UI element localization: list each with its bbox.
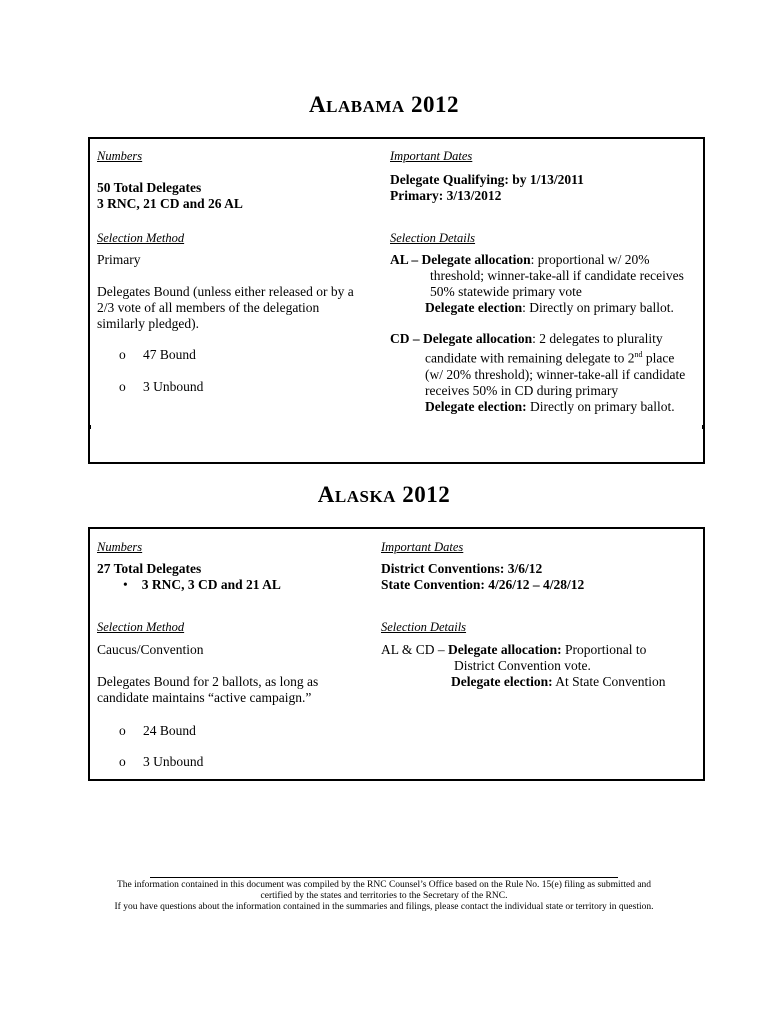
bound-note-line: 2/3 vote of all members of the delegation bbox=[97, 300, 320, 315]
numbers-heading: Numbers bbox=[97, 149, 143, 163]
cd-allocation-line: receives 50% in CD during primary bbox=[425, 382, 619, 398]
list-item: o 47 Bound bbox=[119, 347, 196, 362]
footer-divider bbox=[150, 877, 618, 878]
bound-note-line: similarly pledged). bbox=[97, 316, 199, 331]
important-dates-heading: Important Dates bbox=[381, 540, 464, 554]
alabama-right-column bbox=[390, 148, 700, 415]
circle-bullet-icon: o bbox=[119, 723, 126, 738]
selection-method-heading: Selection Method bbox=[97, 620, 185, 634]
al-allocation-line: threshold; winner-take-all if candidate receives bbox=[430, 268, 684, 283]
list-item: o 3 Unbound bbox=[119, 379, 204, 394]
alcd-election: Delegate election: At State Convention bbox=[451, 674, 666, 689]
selection-details-heading: Selection Details bbox=[381, 620, 467, 634]
date-entry: Delegate Qualifying: by 1/13/2011 bbox=[390, 172, 584, 187]
bound-note-line: candidate maintains “active campaign.” bbox=[97, 690, 312, 705]
footer-line: If you have questions about the information contained in the summaries and filings, please contact the individual state or territory in question. bbox=[114, 902, 654, 912]
alaska-left-column bbox=[97, 539, 377, 706]
total-delegates: 27 Total Delegates bbox=[97, 561, 202, 576]
footer-line: certified by the states and territories to the Secretary of the RNC. bbox=[260, 891, 508, 901]
bound-note-line: Delegates Bound (unless either released or by a bbox=[97, 284, 354, 299]
cd-allocation: CD – Delegate allocation: 2 delegates to plurality bbox=[390, 331, 663, 346]
alcd-allocation: AL & CD – Delegate allocation: Proportional to bbox=[381, 642, 647, 657]
alaska-right-column bbox=[381, 539, 701, 690]
total-delegates: 50 Total Delegates bbox=[97, 180, 202, 195]
circle-bullet-icon: o bbox=[119, 347, 126, 362]
alabama-title-year: 2012 bbox=[410, 92, 459, 117]
al-election: Delegate election: Directly on primary ballot. bbox=[425, 300, 674, 315]
cd-allocation-line: (w/ 20% threshold); winner-take-all if candidate bbox=[425, 366, 686, 382]
al-allocation: AL – Delegate allocation: proportional w/ 20% bbox=[390, 252, 650, 267]
selection-details-heading: Selection Details bbox=[390, 231, 476, 245]
box-tick-mark bbox=[702, 425, 704, 429]
alabama-left-column bbox=[97, 148, 377, 332]
alaska-title-year: 2012 bbox=[402, 482, 451, 507]
cd-allocation-line: candidate with remaining delegate to 2nd place bbox=[425, 350, 675, 366]
delegate-breakdown: 3 RNC, 21 CD and 26 AL bbox=[97, 196, 243, 211]
important-dates-heading: Important Dates bbox=[390, 149, 473, 163]
bound-note-line: Delegates Bound for 2 ballots, as long as bbox=[97, 674, 319, 689]
cd-election: Delegate election: Directly on primary ballot. bbox=[425, 398, 675, 414]
date-entry: State Convention: 4/26/12 – 4/28/12 bbox=[381, 577, 585, 592]
alaska-title-rest: LASKA bbox=[334, 487, 396, 506]
date-entry: District Conventions: 3/6/12 bbox=[381, 561, 543, 576]
alaska-title-initial: A bbox=[317, 482, 335, 507]
circle-bullet-icon: o bbox=[119, 379, 126, 394]
footer-note bbox=[88, 880, 680, 913]
selection-method: Caucus/Convention bbox=[97, 642, 204, 657]
alaska-title bbox=[0, 482, 768, 508]
delegate-breakdown-bullet: • 3 RNC, 3 CD and 21 AL bbox=[123, 577, 281, 592]
circle-bullet-icon: o bbox=[119, 754, 126, 769]
list-item: o 3 Unbound bbox=[119, 754, 204, 769]
date-entry: Primary: 3/13/2012 bbox=[390, 188, 502, 203]
bullet-icon: • bbox=[123, 577, 128, 592]
selection-method-heading: Selection Method bbox=[97, 231, 185, 245]
al-allocation-line: 50% statewide primary vote bbox=[430, 284, 582, 299]
numbers-heading: Numbers bbox=[97, 540, 143, 554]
alabama-title-initial: A bbox=[309, 92, 327, 117]
alabama-title bbox=[0, 92, 768, 118]
selection-method: Primary bbox=[97, 252, 141, 267]
list-item: o 24 Bound bbox=[119, 723, 196, 738]
footer-line: The information contained in this document was compiled by the RNC Counsel’s Office based on the Rule No. 15(e) filing as submitted and bbox=[116, 880, 652, 890]
alcd-allocation-line: District Convention vote. bbox=[454, 658, 591, 673]
box-tick-mark bbox=[89, 425, 91, 429]
alabama-title-rest: LABAMA bbox=[326, 97, 405, 116]
